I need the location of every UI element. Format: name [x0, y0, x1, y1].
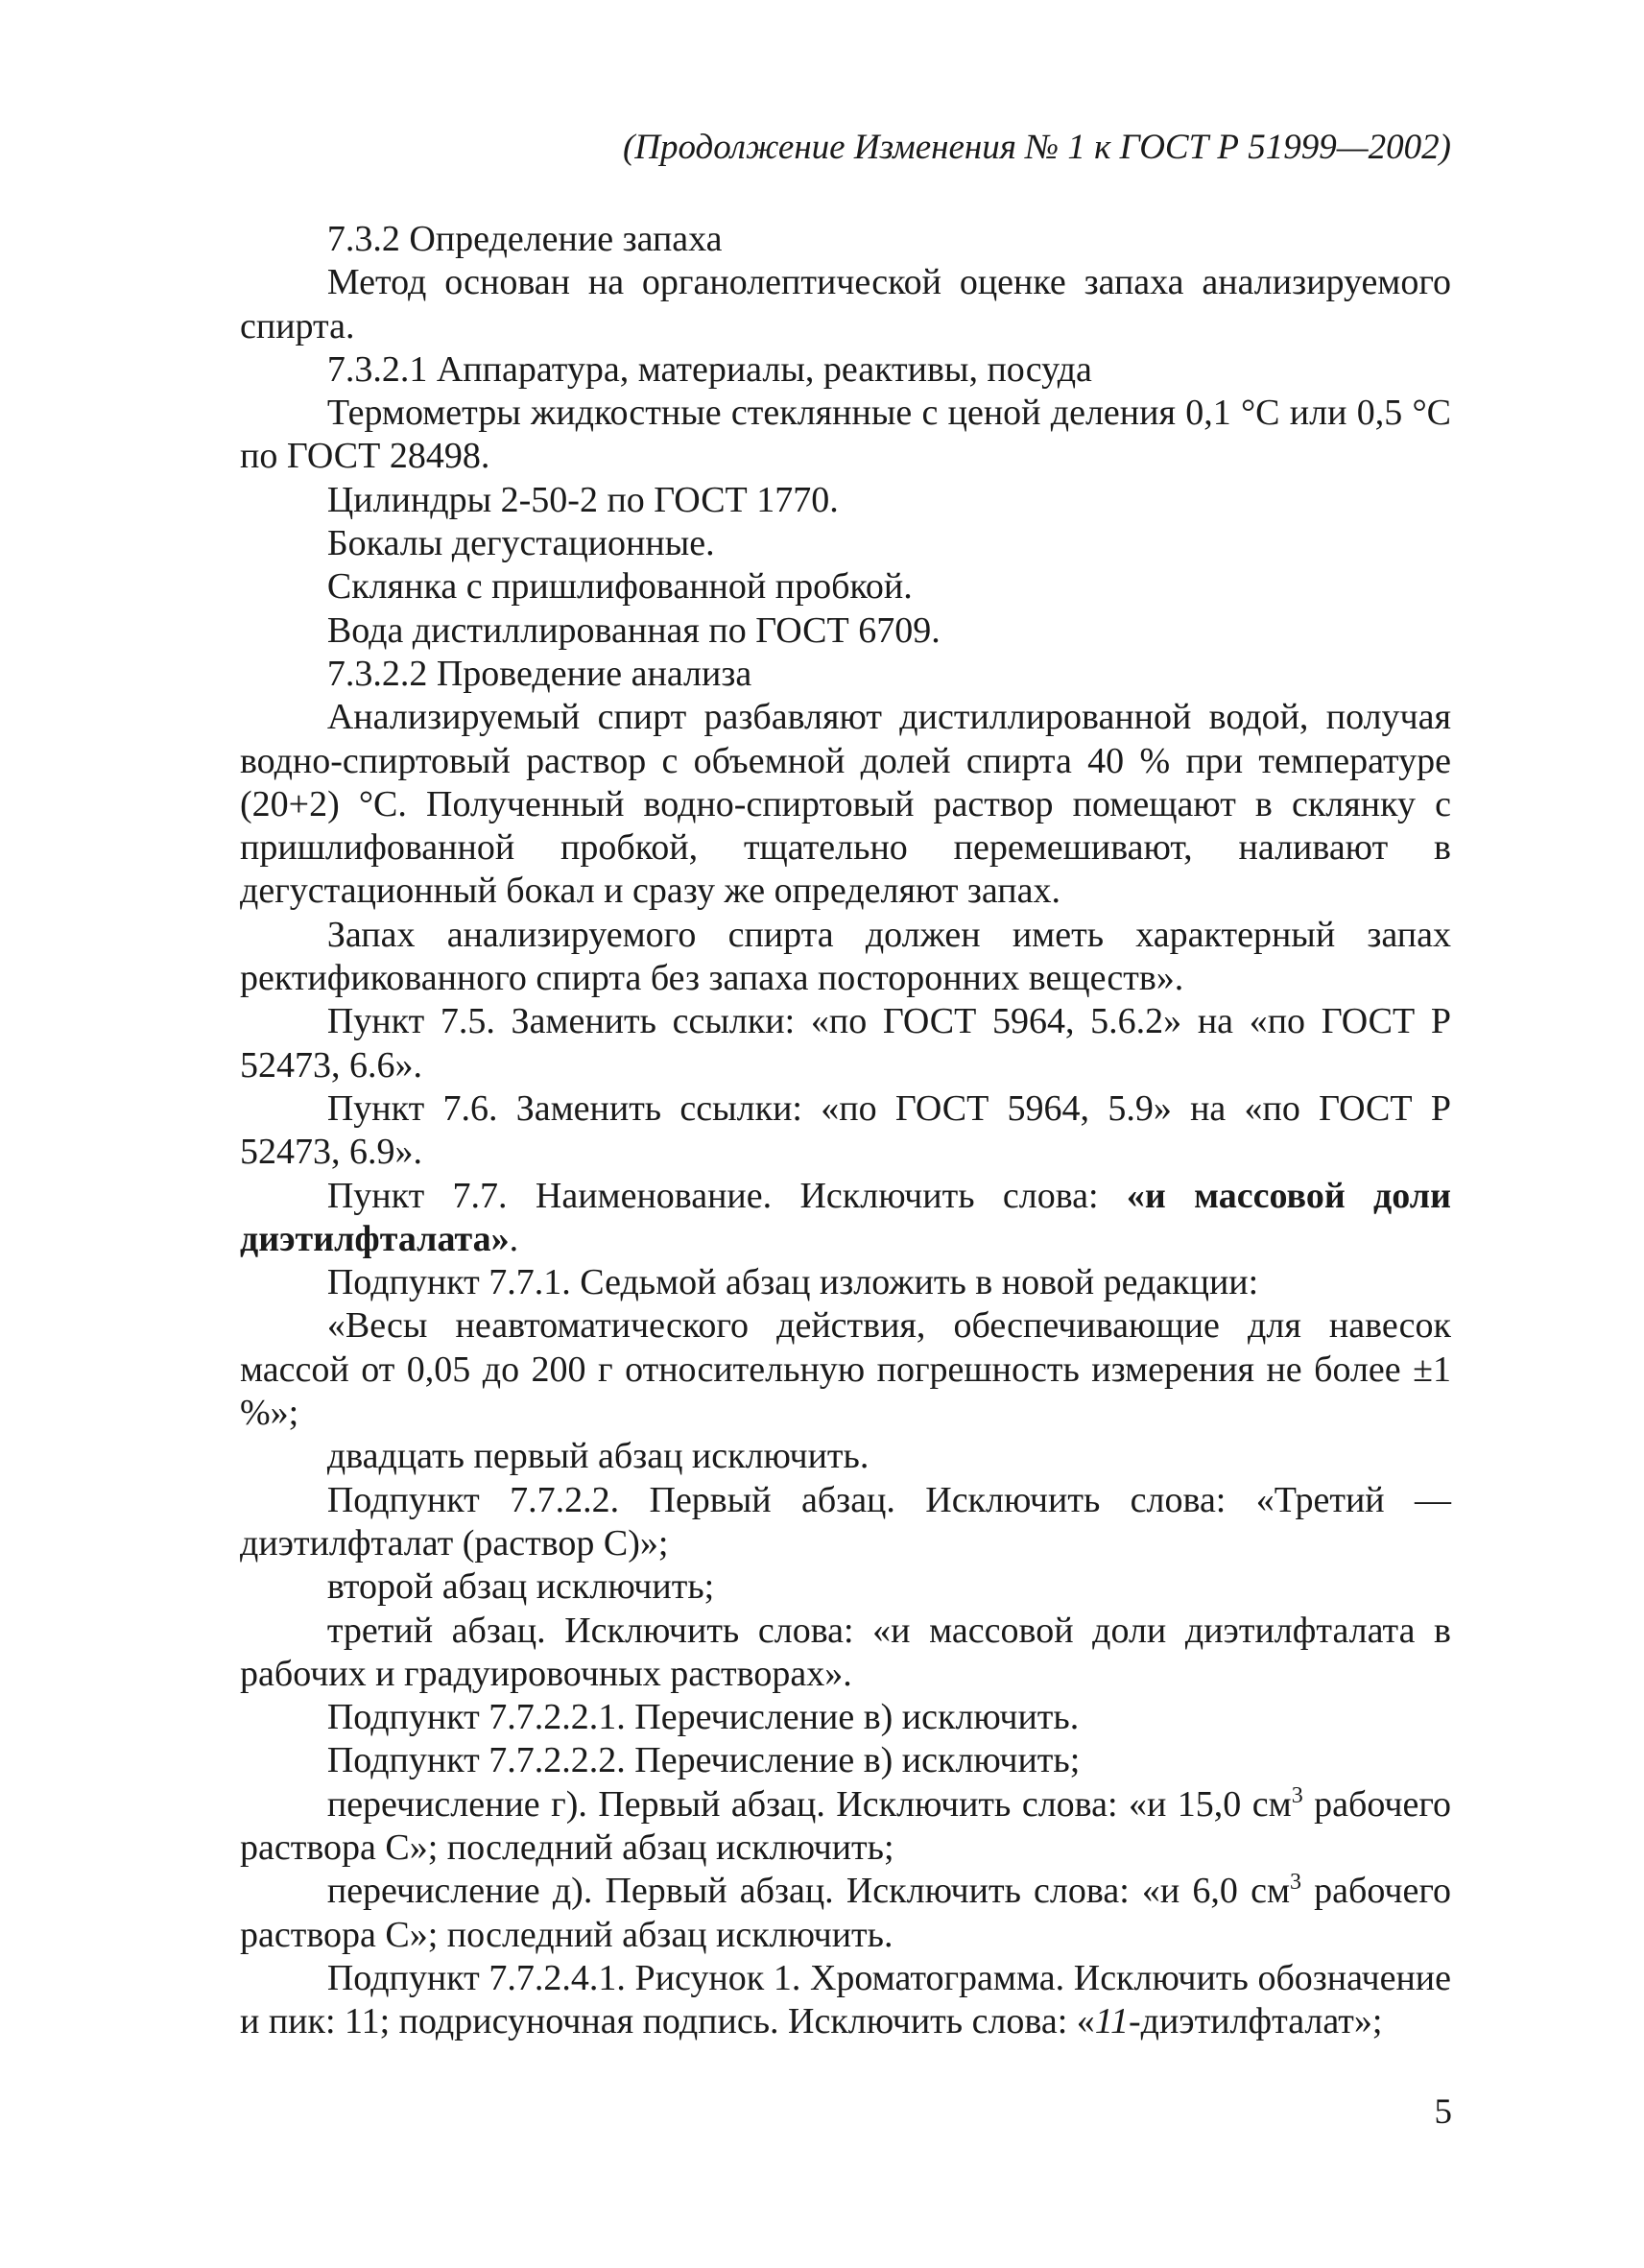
superscript: 3 [1290, 1870, 1301, 1896]
text-run: перечисление д). Первый абзац. Исключить слова: «и 6,0 см [326, 1871, 1290, 1912]
section-heading-7-3-2: 7.3.2 Определение запаха [326, 219, 723, 259]
continuation-header: (Продолжение Изменения № 1 к ГОСТ Р 51999—2002) [622, 128, 1451, 167]
text-run: -диэтилфталат»; [1128, 2001, 1383, 2042]
paragraph: Термометры жидкостные стеклянные с ценой деления 0,1 °С или 0,5 °С по ГОСТ 28498. [240, 393, 1451, 477]
paragraph: Пункт 7.6. Заменить ссылки: «по ГОСТ 5964, 5.9» на «по ГОСТ Р 52473, 6.9». [240, 1087, 1451, 1173]
paragraph: двадцать первый абзац исключить. [326, 1436, 870, 1477]
paragraph: Метод основан на органолептической оценке запаха анализируемого спирта. [240, 262, 1451, 346]
paragraph: Подпункт 7.7.2.2.1. Перечисление в) исключить. [326, 1697, 1080, 1738]
paragraph: «Весы неавтоматического действия, обеспечивающие для навесок массой от 0,05 до 200 г относительную погрешность измерения не более ±1 %»; [240, 1305, 1451, 1434]
paragraph: Пункт 7.5. Заменить ссылки: «по ГОСТ 5964, 5.6.2» на «по ГОСТ Р 52473, 6.6». [240, 1001, 1451, 1086]
paragraph [240, 1783, 1451, 1871]
superscript: 3 [1291, 1782, 1303, 1808]
paragraph: Запах анализируемого спирта должен иметь характерный запах ректификованного спирта без запаха посторонних веществ». [240, 914, 1451, 999]
paragraph [240, 1870, 1451, 1957]
paragraph: Вода дистиллированная по ГОСТ 6709. [326, 609, 941, 651]
paragraph [240, 1957, 1451, 2044]
paragraph: Бокалы дегустационные. [326, 523, 715, 564]
paragraph: третий абзац. Исключить слова: «и массовой доли диэтилфталата в рабочих и градуировочных растворах». [240, 1610, 1451, 1694]
section-heading-7-3-2-2: 7.3.2.2 Проведение анализа [326, 653, 752, 694]
paragraph: Цилиндры 2-50-2 по ГОСТ 1770. [326, 479, 839, 520]
section-heading-7-3-2-1: 7.3.2.1 Аппаратура, материалы, реактивы, посуда [326, 348, 1092, 390]
text-run: . [509, 1218, 519, 1259]
document-body [240, 218, 1451, 2043]
text-run: Подпункт 7.7.2.4.1. Рисунок 1. Хроматограмма. Исключить обозначение и пик: 11; подрисуночная подпись. Исключить слова: « [240, 1957, 1451, 2042]
paragraph: Подпункт 7.7.2.2.2. Перечисление в) исключить; [326, 1740, 1081, 1781]
bold-text: «и массовой доли диэтилфталата» [240, 1175, 1451, 1259]
text-run: рабочего раствора С»; последний абзац исключить; [240, 1783, 1451, 1868]
paragraph: Склянка с пришлифованной пробкой. [326, 566, 913, 608]
text-run: рабочего раствора С»; последний абзац исключить. [240, 1871, 1451, 1955]
page-number: 5 [1434, 2092, 1452, 2132]
paragraph: Подпункт 7.7.1. Седьмой абзац изложить в новой редакции: [326, 1262, 1259, 1303]
paragraph: второй абзац исключить; [326, 1566, 715, 1608]
paragraph [240, 1175, 1451, 1262]
paragraph: Подпункт 7.7.2.2. Первый абзац. Исключить слова: «Третий — диэтилфталат (раствор С)»; [240, 1479, 1451, 1564]
text-run: Пункт 7.7. Наименование. Исключить слова: [326, 1175, 1127, 1216]
paragraph: Анализируемый спирт разбавляют дистиллированной водой, получая водно-спиртовый раствор с объемной долей спирта 40 % при температуре (20+2) °С. Полученный водно-спиртовый раствор помещают в склянку с пришлифованной пробкой, тщательно перемешивают, наливают в дегустационный бокал и сразу же определяют запах. [240, 697, 1451, 912]
text-run: перечисление г). Первый абзац. Исключить слова: «и 15,0 см [326, 1783, 1292, 1825]
italic-text: 11 [1094, 2001, 1129, 2042]
